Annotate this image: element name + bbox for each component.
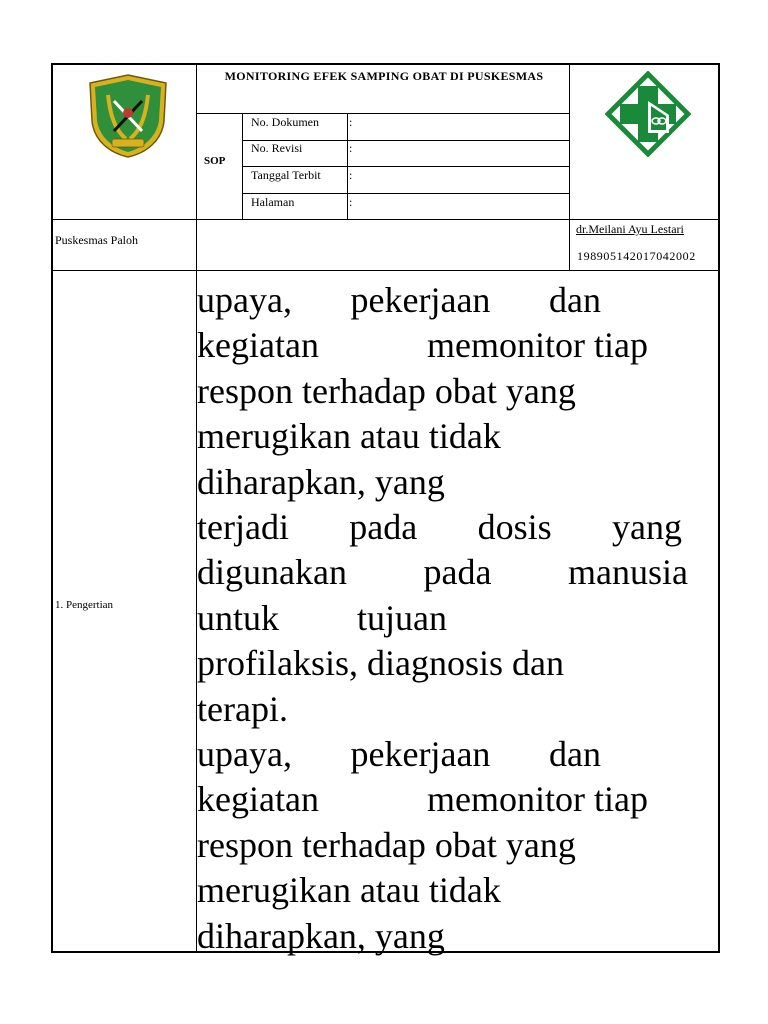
field-label-no-dokumen: No. Dokumen: [251, 115, 319, 129]
definition-line: [197, 687, 693, 732]
definition-word: memonitor tiap: [427, 779, 648, 820]
definition-word: yang: [611, 507, 682, 548]
field-label-no-revisi: No. Revisi: [251, 141, 303, 155]
definition-word: diharapkan, yang: [197, 915, 445, 956]
definition-word: pada: [423, 552, 492, 593]
signatory-name: dr.Meilani Ayu Lestari: [576, 222, 684, 236]
definition-line: [197, 914, 693, 959]
divider: [52, 219, 719, 220]
divider: [243, 193, 570, 194]
definition-word: terjadi: [197, 507, 289, 548]
definition-word: merugikan atau tidak: [197, 416, 501, 457]
definition-word: profilaksis, diagnosis dan: [197, 643, 564, 684]
field-label-halaman: Halaman: [251, 195, 295, 209]
definition-word: pekerjaan: [350, 280, 491, 320]
divider: [347, 113, 348, 219]
document-title: MONITORING EFEK SAMPING OBAT DI PUSKESMAS: [224, 69, 544, 83]
regency-emblem-logo: [86, 73, 170, 159]
field-value-no-dokumen: :: [349, 115, 353, 129]
signatory-nip: 198905142017042002: [577, 249, 696, 263]
definition-line: [197, 369, 693, 414]
definition-word: tujuan: [357, 597, 447, 638]
definition-word: pekerjaan: [350, 734, 491, 775]
sop-label: SOP: [204, 155, 226, 167]
definition-word: kegiatan: [197, 779, 319, 820]
field-value-halaman: :: [349, 195, 353, 209]
definition-word: merugikan atau tidak: [197, 870, 501, 911]
definition-line: [197, 868, 693, 913]
definition-word: manusia: [568, 552, 688, 593]
definition-word: dan: [549, 280, 601, 320]
section-label: 1. Pengertian: [55, 599, 114, 611]
definition-line: [197, 777, 648, 822]
definition-line: [197, 414, 693, 459]
definition-word: dan: [549, 734, 601, 775]
divider: [242, 113, 243, 219]
definition-text: [197, 278, 693, 959]
definition-line: [197, 641, 693, 686]
definition-line: [197, 823, 693, 868]
definition-line: [197, 460, 693, 505]
definition-word: respon terhadap obat yang: [197, 370, 576, 411]
divider: [52, 270, 719, 271]
definition-word: diharapkan, yang: [197, 461, 445, 502]
definition-word: digunakan: [197, 552, 347, 593]
definition-word: memonitor tiap: [427, 325, 648, 366]
definition-line: [197, 323, 648, 368]
divider: [197, 113, 570, 114]
definition-word: upaya,: [197, 280, 292, 320]
definition-word: upaya,: [197, 734, 292, 775]
definition-word: dosis: [477, 507, 552, 548]
definition-line: [197, 732, 601, 777]
definition-word: pada: [349, 507, 418, 548]
definition-line: [197, 596, 447, 641]
divider: [243, 166, 570, 167]
definition-word: kegiatan: [197, 325, 319, 366]
definition-word: respon terhadap obat yang: [197, 824, 576, 865]
divider: [569, 64, 570, 270]
puskesmas-logo: [605, 71, 691, 157]
field-label-tanggal-terbit: Tanggal Terbit: [251, 168, 321, 182]
field-value-tanggal-terbit: :: [349, 168, 353, 182]
definition-line: [197, 505, 682, 550]
organization-name: Puskesmas Paloh: [55, 233, 139, 247]
field-value-no-revisi: :: [349, 141, 353, 155]
definition-line: [197, 550, 688, 595]
definition-word: untuk: [197, 597, 280, 638]
definition-line: [197, 278, 601, 323]
definition-word: terapi.: [197, 688, 288, 729]
